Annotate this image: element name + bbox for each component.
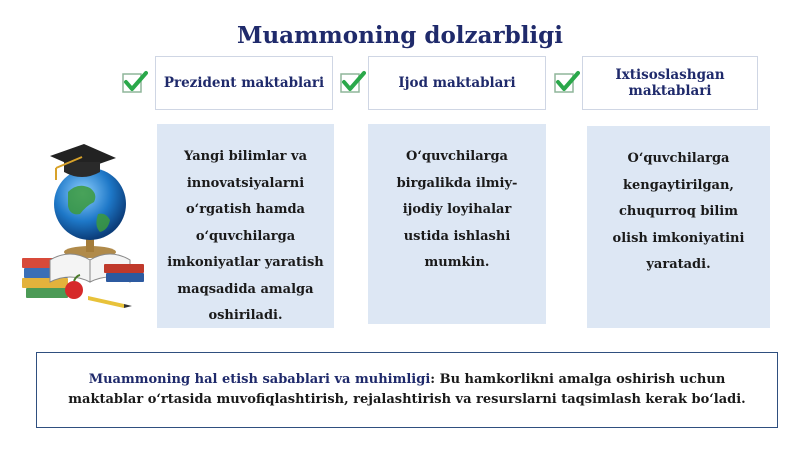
column-body-ijod bbox=[368, 124, 546, 324]
column-body-prezident bbox=[157, 124, 334, 328]
conclusion-text bbox=[61, 370, 753, 410]
column-body-text: Yangi bilimlar va innovatsiyalarni o‘rgatish hamda o‘quvchilarga imkoniyatlar yaratish maqsadida amalga oshiriladi. bbox=[167, 149, 324, 323]
conclusion-body: : Bu hamkorlikni amalga oshirish uchun maktablar o‘rtasida muvofiqlashtirish, rejalashtirish va resurslarni taqsimlash kerak bo‘ladi. bbox=[68, 372, 746, 407]
check-icon bbox=[340, 70, 366, 94]
column-header-prezident: Prezident maktablari bbox=[155, 56, 333, 110]
conclusion-box bbox=[36, 352, 778, 428]
page-title: Muammoning dolzarbligi bbox=[237, 22, 563, 49]
check-icon bbox=[554, 70, 580, 94]
column-header-ijod: Ijod maktablari bbox=[368, 56, 546, 110]
column-body-text: O‘quvchilarga birgalikda ilmiy- ijodiy loyihalar ustida ishlashi mumkin. bbox=[396, 149, 518, 270]
check-icon bbox=[122, 70, 148, 94]
column-body-text: O‘quvchilarga kengaytirilgan, chuqurroq bilim olish imkoniyatini yaratadi. bbox=[612, 151, 745, 272]
conclusion-lead: Muammoning hal etish sabablari va muhimligi bbox=[88, 372, 431, 387]
column-header-ixtisoslashgan: Ixtisoslashgan maktablari bbox=[582, 56, 758, 110]
education-globe-books-illustration bbox=[20, 140, 150, 310]
column-body-ixtisoslashgan bbox=[587, 126, 770, 328]
